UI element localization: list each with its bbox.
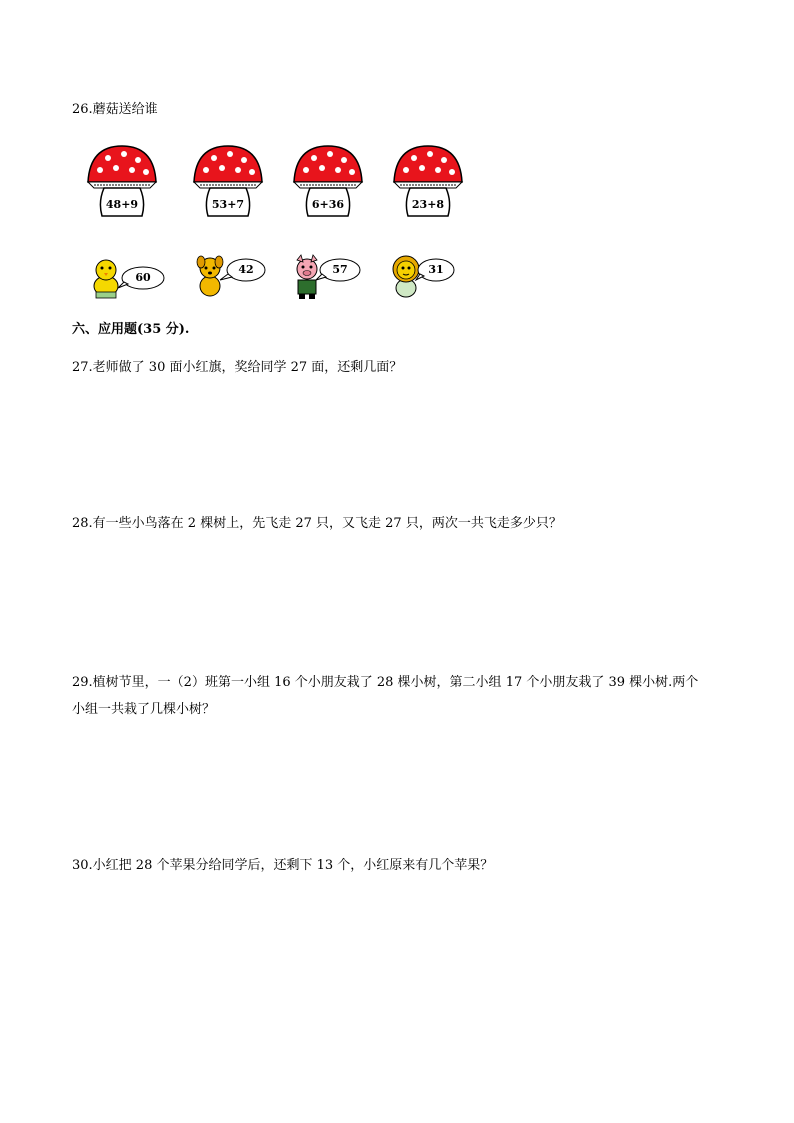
mushroom-1[interactable]	[84, 142, 160, 222]
animal-number: 42	[238, 263, 254, 276]
section-6-title: 六、应用题(35 分).	[72, 322, 190, 337]
mushroom-expression: 53+7	[211, 198, 245, 211]
mushroom-2[interactable]	[190, 142, 266, 222]
animal-pig[interactable]	[290, 252, 370, 300]
question-26-label: 26.蘑菇送给谁	[72, 102, 158, 117]
mushroom-4[interactable]	[390, 142, 466, 222]
animal-chick[interactable]	[88, 254, 168, 302]
animal-dog[interactable]	[194, 252, 274, 300]
animal-number: 60	[135, 271, 151, 284]
animal-number: 57	[332, 263, 348, 276]
pig-icon	[290, 252, 370, 300]
animal-lion[interactable]	[388, 252, 468, 300]
mushroom-3[interactable]	[290, 142, 366, 222]
mushroom-expression: 23+8	[411, 198, 445, 211]
question-29-line-1: 29.植树节里，一（2）班第一小组 16 个小朋友栽了 28 棵小树，第二小组 17 个小朋友栽了 39 棵小树.两个	[72, 675, 699, 690]
question-30: 30.小红把 28 个苹果分给同学后，还剩下 13 个，小红原来有几个苹果？	[72, 858, 494, 873]
mushroom-expression: 48+9	[105, 198, 139, 211]
dog-icon	[194, 252, 274, 300]
question-27: 27.老师做了 30 面小红旗，奖给同学 27 面，还剩几面？	[72, 360, 403, 375]
animal-number: 31	[428, 263, 444, 276]
question-29-line-2: 小组一共栽了几棵小树？	[72, 702, 216, 717]
lion-icon	[388, 252, 468, 300]
question-28: 28.有一些小鸟落在 2 棵树上，先飞走 27 只，又飞走 27 只，两次一共飞走多少只？	[72, 516, 562, 531]
mushroom-expression: 6+36	[311, 198, 345, 211]
